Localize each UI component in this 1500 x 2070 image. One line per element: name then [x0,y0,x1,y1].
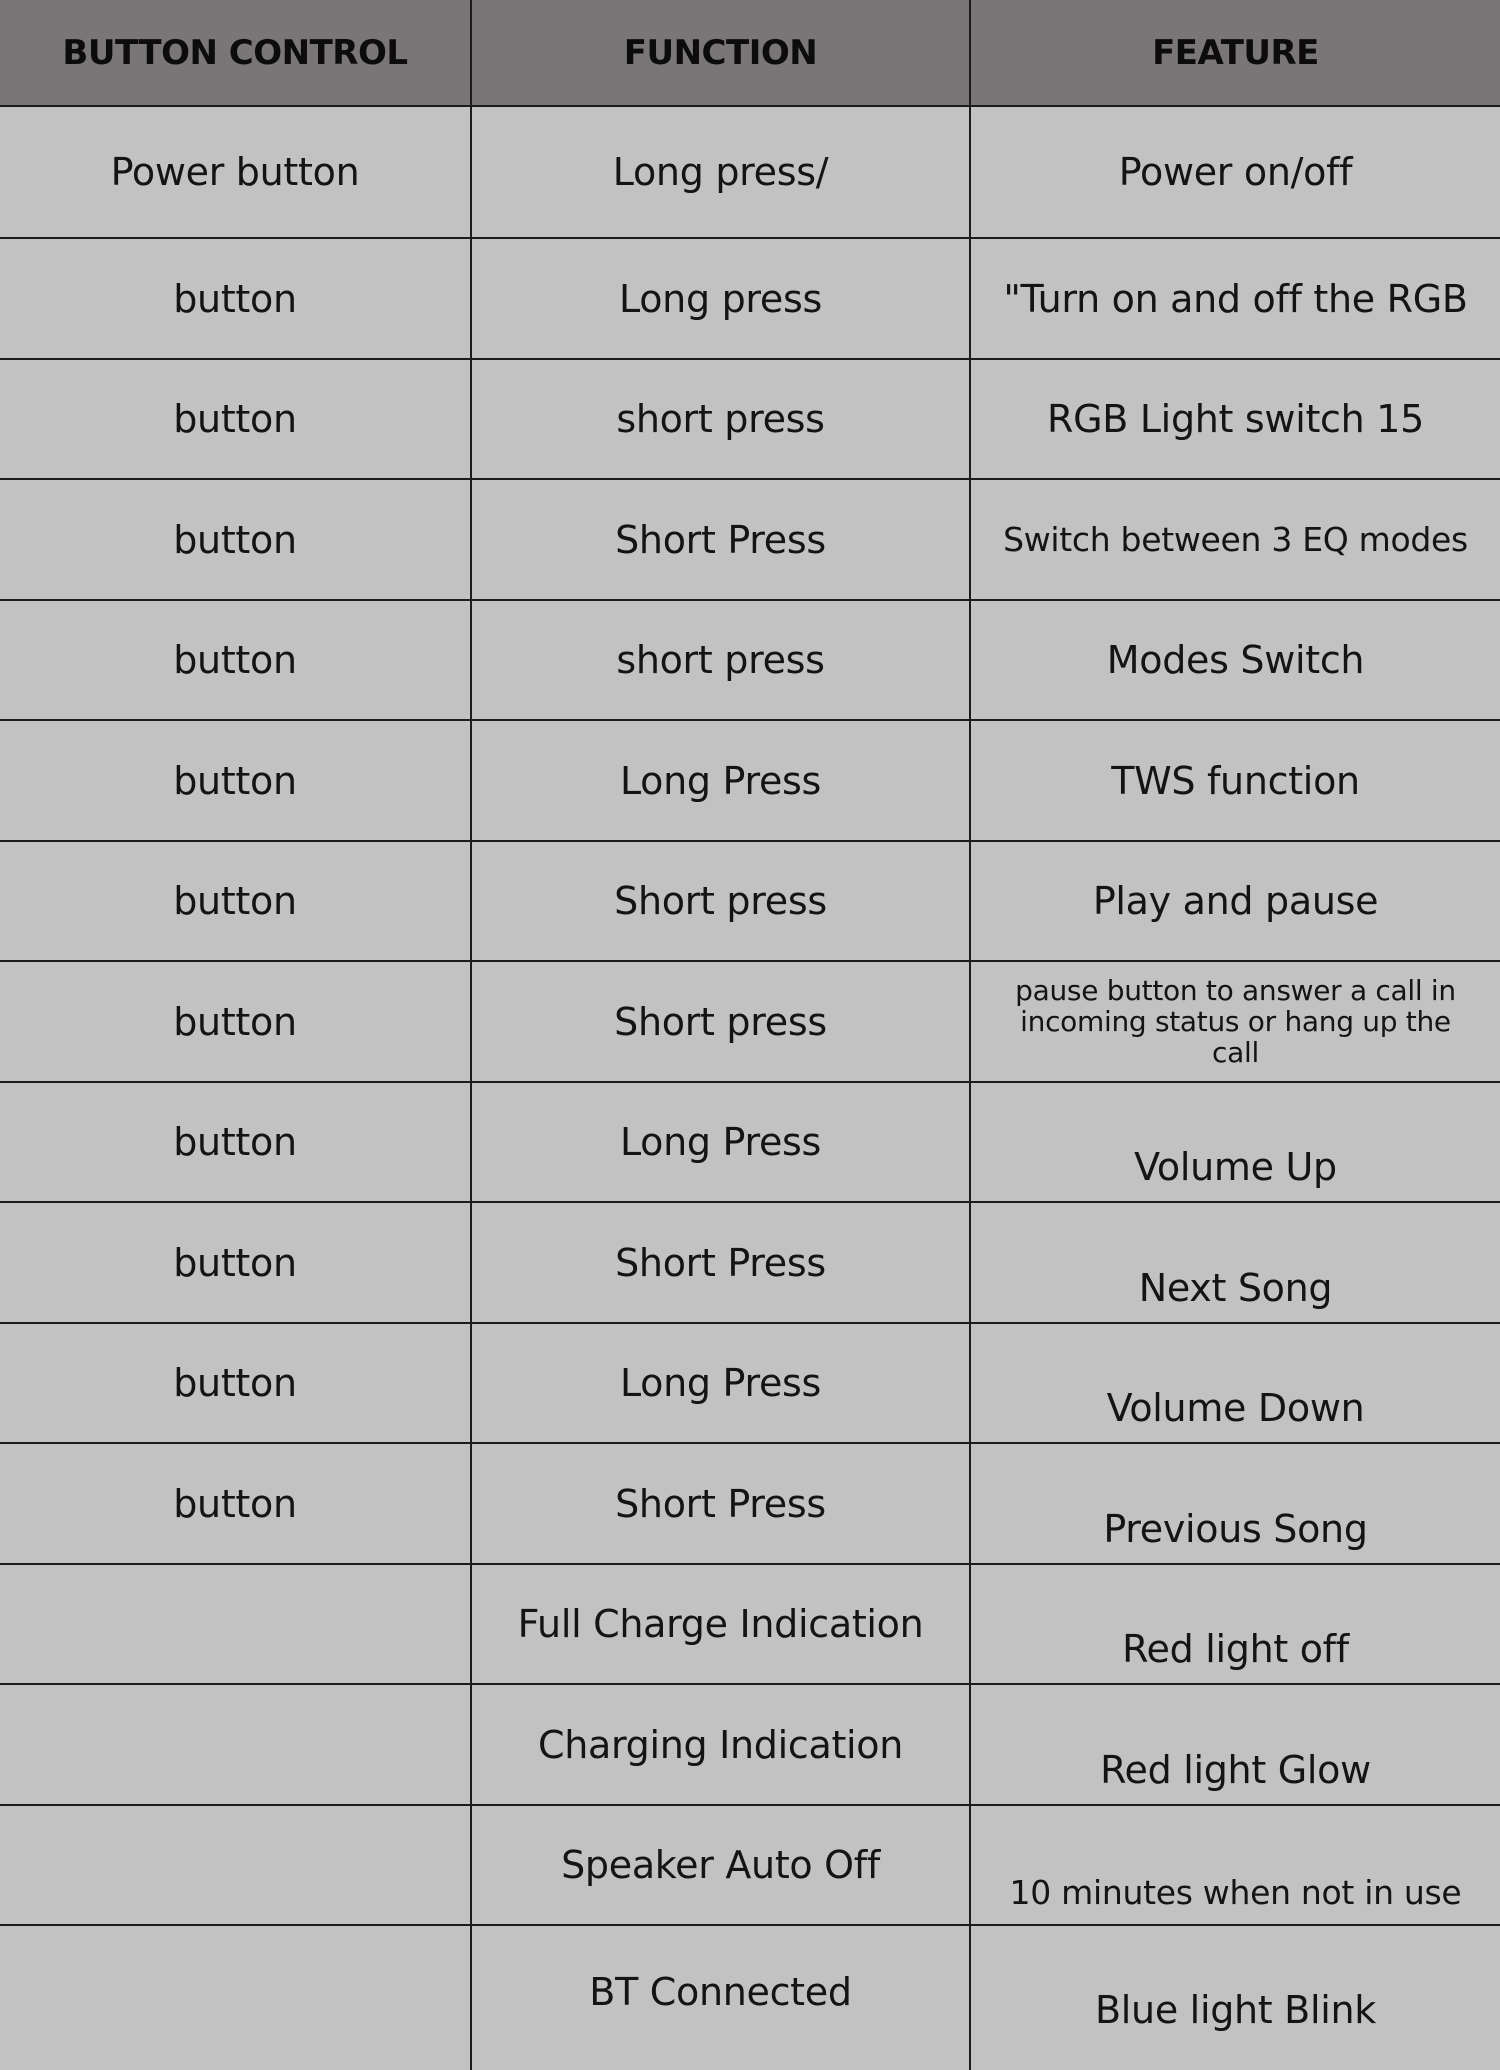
function-cell: short press [472,601,971,719]
table-header-row [0,0,1500,107]
button-cell: button [0,360,472,478]
feature-cell: Power on/off [1118,150,1353,194]
feature-cell: Red light off [1122,1627,1349,1671]
header-feature: FEATURE [1152,32,1319,73]
feature-cell: Modes Switch [1106,638,1365,682]
button-cell [0,1926,472,2070]
feature-cell: 10 minutes when not in use [1009,1873,1462,1912]
button-cell: button [0,842,472,960]
button-cell [0,1806,472,1924]
feature-cell: TWS function [1111,758,1360,803]
feature-cell: "Turn on and off the RGB [1003,276,1468,321]
feature-cell: Switch between 3 EQ modes [1003,520,1468,559]
function-cell: Short Press [472,480,971,599]
button-cell: button [0,1324,472,1442]
table-row [0,1565,1500,1685]
feature-cell: Next Song [1138,1266,1333,1310]
button-cell: button [0,1444,472,1563]
feature-cell: Volume Up [1134,1145,1337,1189]
table-row [0,842,1500,962]
function-cell: Long Press [472,1324,971,1442]
button-cell: button [0,239,472,358]
function-cell: Short Press [472,1203,971,1322]
table-row [0,107,1500,239]
table-row [0,1685,1500,1806]
button-cell [0,1565,472,1683]
button-cell: button [0,1083,472,1201]
button-cell: Power button [0,107,472,237]
function-cell: Short press [472,962,971,1081]
button-cell: button [0,480,472,599]
function-cell: Short press [472,842,971,960]
table-row [0,360,1500,480]
feature-cell: RGB Light switch 15 [1047,397,1424,441]
function-cell: short press [472,360,971,478]
feature-cell: Red light Glow [1100,1748,1371,1792]
table-row [0,962,1500,1083]
table-row [0,1324,1500,1444]
feature-cell: Play and pause [1092,879,1379,923]
function-cell: Long press/ [472,107,971,237]
table-row [0,1926,1500,2070]
function-cell: Speaker Auto Off [472,1806,971,1924]
function-cell: Long Press [472,721,971,840]
header-function: FUNCTION [472,0,971,105]
table-row [0,601,1500,721]
table-row [0,480,1500,601]
button-cell: button [0,1203,472,1322]
function-cell: Short Press [472,1444,971,1563]
feature-cell: Volume Down [1106,1386,1365,1430]
button-cell [0,1685,472,1804]
function-cell: Full Charge Indication [472,1565,971,1683]
button-cell: button [0,721,472,840]
table-row [0,239,1500,360]
table-row [0,1083,1500,1203]
feature-cell: Previous Song [1103,1507,1368,1551]
button-cell: button [0,962,472,1081]
feature-cell: pause button to answer a call in incoming status or hang up the call [1015,974,1456,1069]
function-cell: Charging Indication [472,1685,971,1804]
function-cell: Long press [472,239,971,358]
table-row [0,1806,1500,1926]
feature-cell: Blue light Blink [1095,1988,1376,2032]
function-cell: Long Press [472,1083,971,1201]
header-button-control: BUTTON CONTROL [0,0,472,105]
table-row [0,1203,1500,1324]
table-row [0,721,1500,842]
table-row [0,1444,1500,1565]
function-cell: BT Connected [472,1926,971,2070]
button-cell: button [0,601,472,719]
